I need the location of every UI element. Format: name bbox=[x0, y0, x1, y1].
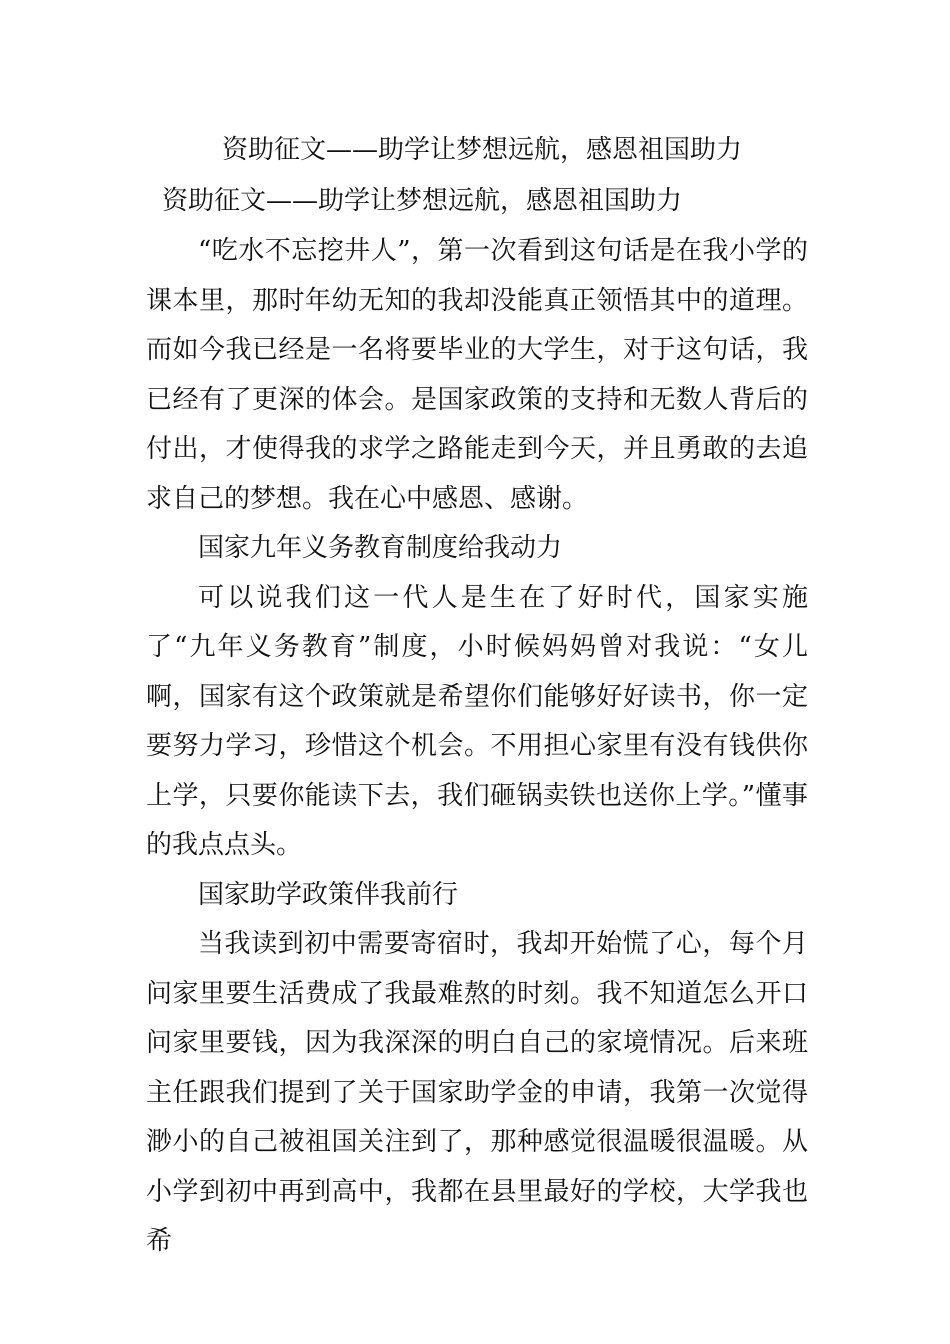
section-heading-financial-aid: 国家助学政策伴我前行 bbox=[198, 879, 459, 910]
paragraph-financial-aid: 当我读到初中需要寄宿时，我却开始慌了心，每个月问家里要生活费成了我最难熬的时刻。我不知道怎么开口问家里要钱，因为我深深的明白自己的家境情况。后来班主任跟我们提到了关于国家助学金的申请，我第一次觉得渺小的自己被祖国关注到了，那种感觉很温暖很温暖。从小学到初中再到高中，我都在县里最好的学校，大学我也希 bbox=[146, 929, 808, 1256]
document-title: 资助征文——助学让梦想远航，感恩祖国助力 bbox=[222, 135, 743, 165]
paragraph-intro: “吃水不忘挖井人”，第一次看到这句话是在我小学的课本里，那时年幼无知的我却没能真正领悟其中的道理。而如今我已经是一名将要毕业的大学生，对于这句话，我已经有了更深的体会。是国家政策的支持和无数人背后的付出，才使得我的求学之路能走到今天，并且勇敢的去追求自己的梦想。我在心中感恩、感谢。 bbox=[146, 236, 808, 514]
paragraph-compulsory-education: 可以说我们这一代人是生在了好时代，国家实施了“九年义务教育”制度，小时候妈妈曾对我说：“女儿啊，国家有这个政策就是希望你们能够好好读书，你一定要努力学习，珍惜这个机会。不用担心家里有没有钱供你上学，只要你能读下去，我们砸锅卖铁也送你上学。”懂事的我点点头。 bbox=[146, 582, 808, 860]
document-body bbox=[146, 227, 808, 1267]
document-subtitle: 资助征文——助学让梦想远航，感恩祖国助力 bbox=[162, 186, 683, 216]
section-heading-compulsory-education: 国家九年义务教育制度给我动力 bbox=[198, 533, 563, 563]
